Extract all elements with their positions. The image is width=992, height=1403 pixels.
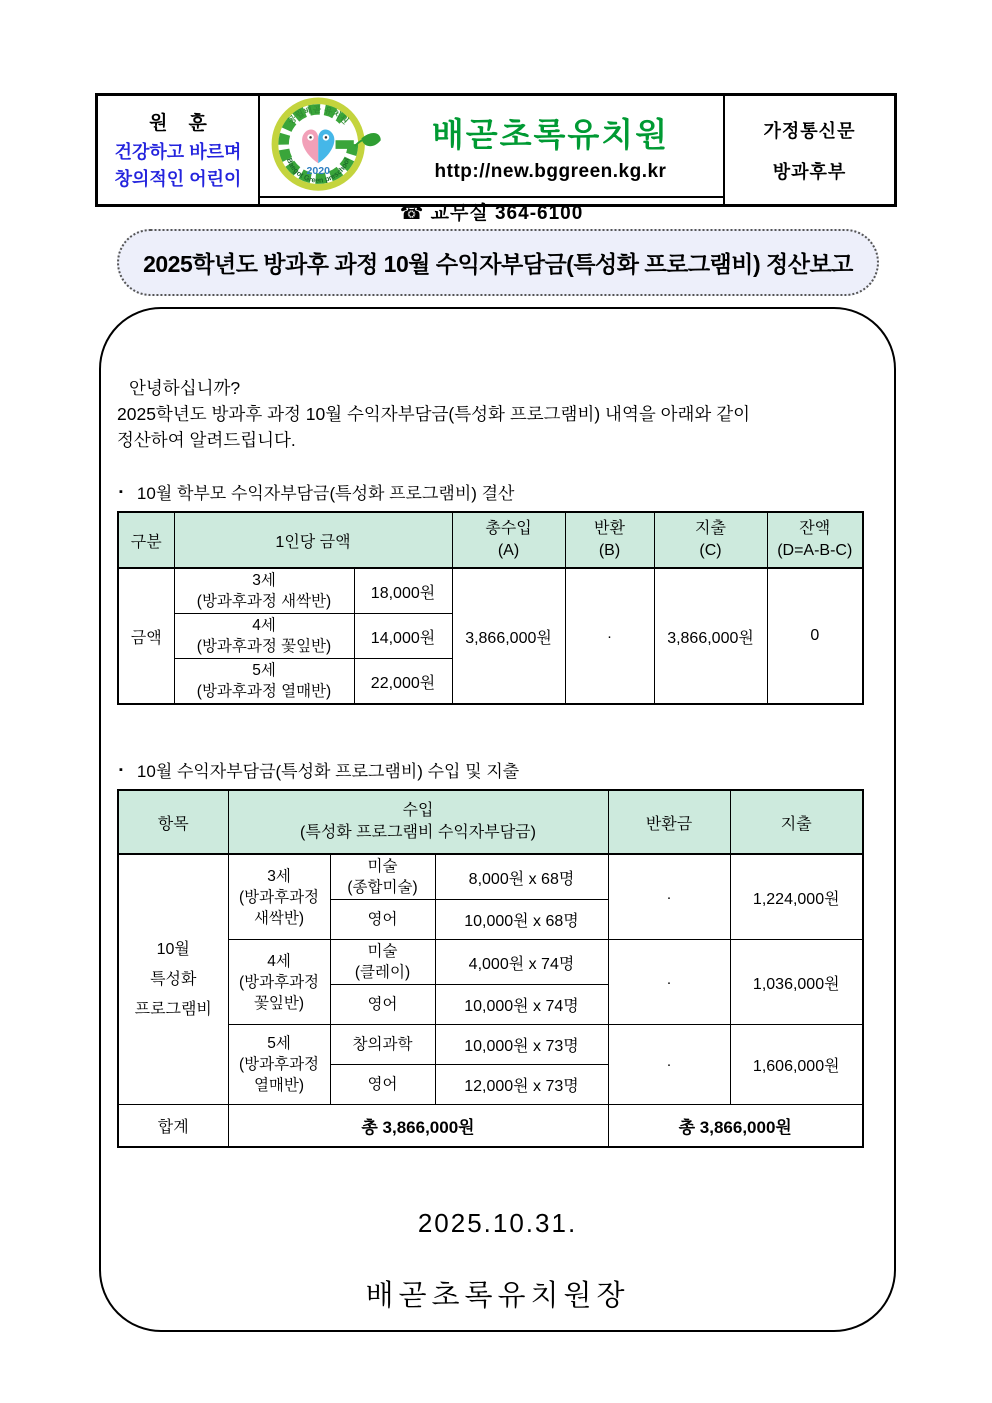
greeting-line-1: 안녕하십니까? <box>129 378 241 398</box>
school-logo <box>260 96 388 196</box>
section1-title <box>117 479 878 504</box>
group-3se-label: 3세 (방과후과정 새싹반) <box>228 854 330 940</box>
income-expense-header-row <box>118 790 863 854</box>
motto-cell <box>98 96 260 204</box>
amount-cell: 10,000원 x 74명 <box>435 985 608 1025</box>
income-expense-table <box>117 789 864 1148</box>
settlement-header-row <box>118 512 863 568</box>
refund-cell: · <box>608 940 730 1025</box>
age-3-amount: 18,000원 <box>354 568 452 614</box>
svg-text:공립배곧 유치원: 공립배곧 유치원 <box>285 104 351 126</box>
col-total-income: 총수입 (A) <box>452 512 565 568</box>
item-label: 10월 특성화 프로그램비 <box>118 854 228 1105</box>
bullet-icon: ▪ <box>119 763 123 776</box>
refund-cell: · <box>608 1025 730 1105</box>
col-refund: 반환 (B) <box>565 512 654 568</box>
col-per-person: 1인당 금액 <box>174 512 452 568</box>
total-expense: 총 3,866,000원 <box>608 1105 863 1147</box>
school-phone: ☎ 교무실 364-6100 <box>260 196 723 225</box>
col-refund-amount: 반환금 <box>608 790 730 854</box>
settlement-table <box>117 511 864 705</box>
subject-cell: 미술 (종합미술) <box>330 854 435 900</box>
signer-title: 배곧초록유치원장 <box>365 1279 630 1312</box>
subject-cell: 미술 (클레이) <box>330 940 435 985</box>
section2-title-text: 10월 수익자부담금(특성화 프로그램비) 수입 및 지출 <box>136 762 520 781</box>
svg-text:2020: 2020 <box>306 164 330 177</box>
age-5-amount: 22,000원 <box>354 659 452 705</box>
motto-line-2: 창의적인 어린이 <box>114 168 242 189</box>
document-date: 2025.10.31. <box>417 1207 578 1238</box>
section1-title-text: 10월 학부모 수익자부담금(특성화 프로그램비) 결산 <box>136 484 515 503</box>
table-row <box>118 568 863 614</box>
bullet-icon: ▪ <box>119 485 123 498</box>
doc-type-label: 가정통신문 <box>763 120 856 141</box>
section2-title <box>117 757 878 782</box>
group-5se-label: 5세 (방과후과정 열매반) <box>228 1025 330 1105</box>
amount-cell: 10,000원 x 68명 <box>435 900 608 940</box>
col-expense: 지출 <box>730 790 863 854</box>
greeting <box>117 375 878 453</box>
expense-cell: 1,224,000원 <box>730 854 863 940</box>
table-row <box>118 1025 863 1065</box>
age-4-amount: 14,000원 <box>354 614 452 659</box>
title-banner: 2025학년도 방과후 과정 10월 수익자부담금(특성화 프로그램비) 정산보고 <box>117 229 879 296</box>
total-label: 합계 <box>118 1105 228 1147</box>
greeting-line-3: 정산하여 알려드립니다. <box>117 430 296 450</box>
group-4se-label: 4세 (방과후과정 꽃잎반) <box>228 940 330 1025</box>
total-row <box>118 1105 863 1147</box>
table-row <box>118 854 863 900</box>
greeting-line-2: 2025학년도 방과후 과정 10월 수익자부담금(특성화 프로그램비) 내역을 아래와 같이 <box>117 404 751 424</box>
col-balance: 잔액 (D=A-B-C) <box>767 512 863 568</box>
col-expense: 지출 (C) <box>654 512 767 568</box>
expense-cell: 1,606,000원 <box>730 1025 863 1105</box>
header-center-top <box>260 96 723 196</box>
amount-cell: 12,000원 x 73명 <box>435 1065 608 1105</box>
amount-cell: 10,000원 x 73명 <box>435 1025 608 1065</box>
table-row <box>118 940 863 985</box>
main-content-box <box>99 307 896 1332</box>
motto-title: 원 훈 <box>149 112 207 134</box>
row-label-amount: 금액 <box>118 568 174 704</box>
header-center-text <box>388 109 723 183</box>
amount-cell: 4,000원 x 74명 <box>435 940 608 985</box>
col-item: 항목 <box>118 790 228 854</box>
subject-cell: 영어 <box>330 1065 435 1105</box>
col-income: 수입 (특성화 프로그램비 수익자부담금) <box>228 790 608 854</box>
age-3-label: 3세 (방과후과정 새싹반) <box>174 568 354 614</box>
amount-cell: 8,000원 x 68명 <box>435 854 608 900</box>
school-name: 배곧초록유치원 <box>431 116 670 153</box>
expense-cell: 1,036,000원 <box>730 940 863 1025</box>
svg-text:Baegot Green preschool: Baegot Green preschool <box>284 156 352 185</box>
expense-value: 3,866,000원 <box>654 568 767 704</box>
col-gubun: 구분 <box>118 512 174 568</box>
refund-cell: · <box>608 854 730 940</box>
header-right-cell <box>725 96 894 204</box>
subject-cell: 영어 <box>330 985 435 1025</box>
dept-label: 방과후부 <box>772 161 847 182</box>
school-website: http://new.bggreen.kg.kr <box>434 161 667 182</box>
school-logo-icon <box>266 96 382 196</box>
subject-cell: 창의과학 <box>330 1025 435 1065</box>
total-income-value: 3,866,000원 <box>452 568 565 704</box>
header-box <box>95 93 897 224</box>
refund-value: · <box>565 568 654 704</box>
header-center-cell <box>260 96 725 224</box>
age-5-label: 5세 (방과후과정 열매반) <box>174 659 354 705</box>
age-4-label: 4세 (방과후과정 꽃잎반) <box>174 614 354 659</box>
subject-cell: 영어 <box>330 900 435 940</box>
total-income: 총 3,866,000원 <box>228 1105 608 1147</box>
motto-line-1: 건강하고 바르며 <box>114 141 242 162</box>
balance-value: 0 <box>767 568 863 704</box>
